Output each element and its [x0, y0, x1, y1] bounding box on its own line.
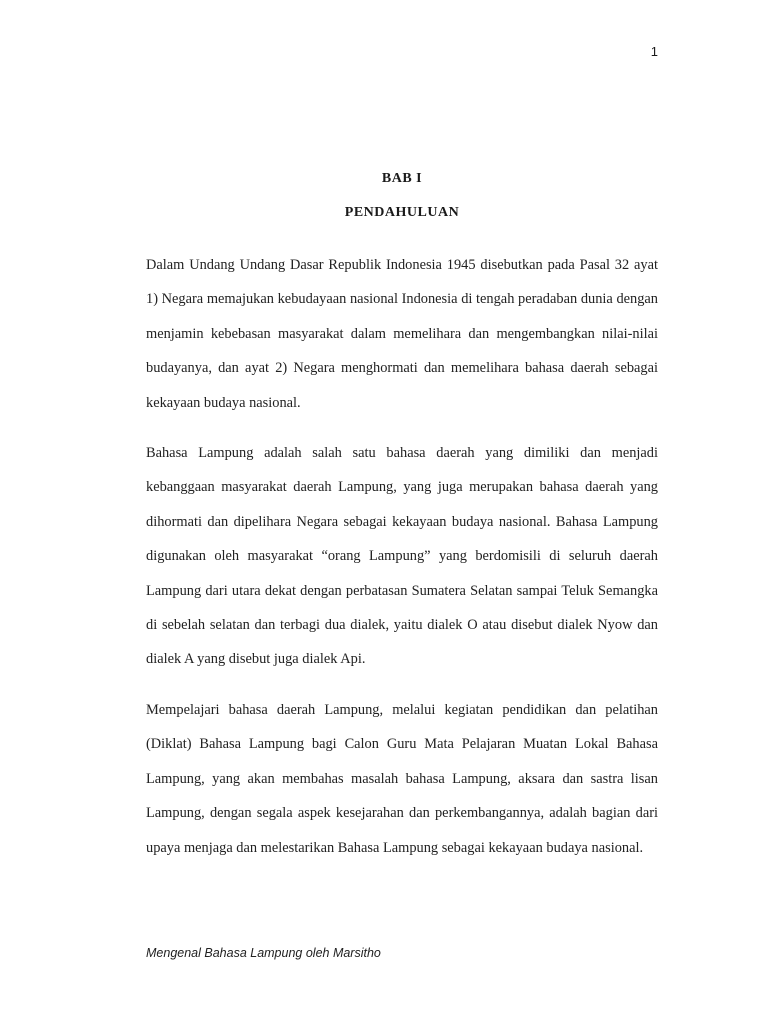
page-footer: Mengenal Bahasa Lampung oleh Marsitho [146, 946, 381, 960]
page-number: 1 [650, 44, 658, 59]
paragraph-3: Mempelajari bahasa daerah Lampung, melalui kegiatan pendidikan dan pelatihan (Diklat) Bahasa Lampung bagi Calon Guru Mata Pelajaran Muatan Lokal Bahasa Lampung, yang akan membahas masalah bahasa Lampung, aksara dan sastra lisan Lampung, dengan segala aspek kesejarahan dan perkembangannya, adalah bagian dari upaya menjaga dan melestarikan Bahasa Lampung sebagai kekayaan budaya nasional. [146, 701, 658, 856]
paragraph-1: Dalam Undang Undang Dasar Republik Indonesia 1945 disebutkan pada Pasal 32 ayat 1) Negara memajukan kebudayaan nasional Indonesia di tengah peradaban dunia dengan menjamin kebebasan masyarakat dalam memelihara dan mengembangkan nilai-nilai budayanya, dan ayat 2) Negara menghormati dan memelihara bahasa daerah sebagai kekayaan budaya nasional. [146, 257, 658, 411]
body-text [146, 248, 658, 881]
chapter-number: BAB I [381, 171, 423, 186]
chapter-title: PENDAHULUAN [344, 205, 460, 220]
paragraph-2: Bahasa Lampung adalah salah satu bahasa daerah yang dimiliki dan menjadi kebanggaan masyarakat daerah Lampung, yang juga merupakan bahasa daerah yang dihormati dan dipelihara Negara sebagai kekayaan budaya nasional. Bahasa Lampung digunakan oleh masyarakat “orang Lampung” yang berdomisili di seluruh daerah Lampung dari utara dekat dengan perbatasan Sumatera Selatan sampai Teluk Semangka di sebelah selatan dan terbagi dua dialek, yaitu dialek O atau disebut dialek Nyow dan dialek A yang disebut juga dialek Api. [146, 445, 658, 668]
